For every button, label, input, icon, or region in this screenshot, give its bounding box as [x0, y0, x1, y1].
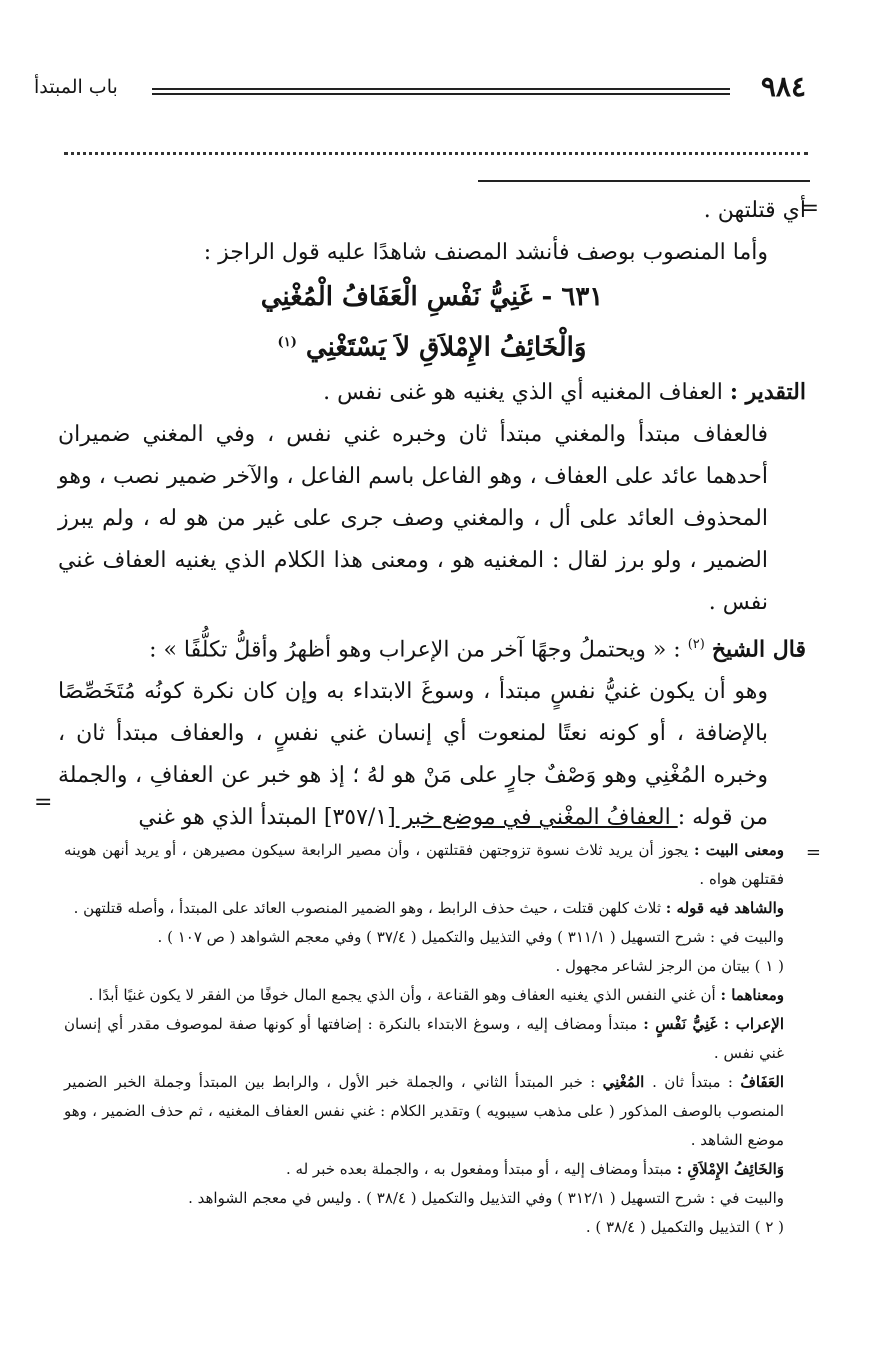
header-double-rule: [152, 88, 730, 95]
footnote-text: : خبر المبتدأ الثاني ، والجملة خبر الأول ، والرابط بين المبتدأ وجملة الخبر الضمير المنصوب بالوصف المذكور ( على مذهب سيبويه ) وتقدير الكلام : غني نفس العفاف المغنيه ، ثم حذف الضمير ، وهو موضع الشاهد .: [64, 1073, 784, 1149]
page-header: [34, 72, 806, 112]
footnote-line: [64, 894, 784, 923]
footnote-label: ومعنى البيت :: [694, 841, 784, 859]
footnote-line: [64, 836, 784, 894]
footnote-label: الإعراب : غَنِيُّ نَفْسٍ :: [643, 1015, 784, 1033]
section-rule: [478, 180, 810, 182]
footnote-line: [64, 981, 784, 1010]
footnote-label: وَالخَائِفُ الإِمْلاَقِ :: [676, 1160, 784, 1178]
text-line: وأما المنصوب بوصف فأنشد المصنف شاهدًا عليه قول الراجز :: [203, 240, 768, 265]
footnote-text: : مبتدأ ثان .: [652, 1073, 741, 1091]
page-number: ٩٨٤: [760, 70, 806, 103]
verse-line-1: ٦٣١ - غَنِيُّ نَفْسِ الْعَفَافُ الْمُغْنِي: [260, 282, 604, 312]
verse-line-2: [58, 320, 806, 371]
footnote-text: ثلاث كلهن قتلت ، حيث حذف الرابط ، وهو الضمير المنصوب العائد على المبتدأ ، وأصله قتلتهن .: [73, 899, 666, 917]
footnote-text: مبتدأ ومضاف إليه ، وسوغ الابتداء بالنكرة : إضافتها أو كونها صفة لموصوف مقدر أي إنسان غني نفس .: [64, 1015, 784, 1062]
verse-text: وَالْخَائِفُ الإِمْلاَقِ لاَ يَسْتَغْنِي: [305, 332, 587, 363]
paragraph: [58, 671, 806, 839]
paragraph-text: وهو أن يكون غنيُّ نفسٍ مبتدأ ، وسوغَ الابتداء به وإن كان نكرة كونُه مُتَخَصِّصًا بالإضافة ، أو كونه نعتًا لمنعوت أي إنسان غني نفسٍ ، والعفاف مبتدأ ثان ، وخبره المُغْنِي وهو وَصْفٌ جارٍ على مَنْ هو لهُ ؛ إذ هو خبر عن العفافِ ، والجملة من قوله :: [58, 678, 768, 830]
footnote-label: المُغْنِي: [602, 1073, 653, 1091]
paragraph-end: [٣٥٧/١] المبتدأ الذي هو غني: [138, 804, 396, 830]
taqdir-label: التقدير :: [729, 378, 806, 405]
main-text: [58, 190, 806, 839]
underlined-text: العفافُ المغْني في موضع خبر: [395, 804, 678, 830]
footnote-2: ( ٢ ) التذييل والتكميل ( ٣٨/٤ ) .: [585, 1218, 784, 1236]
shaykh-label: قال الشيخ: [711, 635, 806, 662]
footnote-text: أن غني النفس الذي يغنيه العفاف وهو القناعة ، وأن الذي يجمع المال خوفًا من الفقر لا يكون غنيًا أبدًا .: [88, 986, 721, 1004]
footnote-label: العَفَافُ: [740, 1073, 784, 1091]
footnote-line: [64, 1010, 784, 1068]
footnote-line: [64, 1068, 784, 1155]
footnote-1: ( ١ ) بيتان من الرجز لشاعر مجهول .: [555, 957, 784, 975]
footnote-line: [64, 1155, 784, 1184]
taqdir-text: العفاف المغنيه أي الذي يغنيه هو غنى نفس .: [323, 379, 730, 405]
running-title: باب المبتدأ: [34, 76, 118, 98]
continuation-mark-bottom: =: [34, 790, 53, 815]
paragraph: فالعفاف مبتدأ والمغني مبتدأ ثان وخبره غني نفس ، وفي المغني ضميران أحدهما عائد على العفاف ، وهو الفاعل باسم الفاعل ، والآخر ضمير نصب ، وهو المحذوف العائد على أل ، والمغني وصف جرى على غير من هو له ، ولم يبرز الضمير ، ولو برز لقال : المغنيه هو ، ومعنى هذا الكلام الذي يغنيه العفاف غني نفس .: [58, 421, 768, 615]
footnote-label: ومعناهما :: [720, 986, 784, 1004]
footnote-text: مبتدأ ومضاف إليه ، أو مبتدأ ومفعول به ، والجملة بعده خبر له .: [286, 1160, 677, 1178]
text-line: أي قتلتهن .: [703, 198, 806, 223]
footnotes: [64, 836, 784, 1242]
footnote-marker: (١): [277, 335, 297, 350]
dotted-separator: [64, 152, 808, 155]
footnote-line: والبيت في : شرح التسهيل ( ٣١١/١ ) وفي التذييل والتكميل ( ٣٧/٤ ) وفي معجم الشواهد ( ص ١٠٧ ) .: [157, 928, 784, 946]
shaykh-line: [58, 624, 806, 671]
continuation-mark-top: =: [800, 196, 819, 221]
footnote-marker: (٢): [687, 636, 705, 652]
shaykh-quote: : « ويحتملُ وجهًا آخر من الإعراب وهو أظهرُ وأقلُّ تكلُّفًا » :: [149, 636, 688, 662]
continuation-mark-footnote: =: [805, 842, 821, 863]
footnote-text: يجوز أن يريد ثلاث نسوة تزوجتهن فقتلتهن ، وأن مصير الرابعة سيكون مصيرهن ، أو يريد أنهن هوينه فقتلهن هواه .: [64, 841, 784, 888]
footnote-line: والبيت في : شرح التسهيل ( ٣١٢/١ ) وفي التذييل والتكميل ( ٣٨/٤ ) . وليس في معجم الشواهد .: [188, 1189, 784, 1207]
footnote-label: والشاهد فيه قوله :: [665, 899, 784, 917]
taqdir-line: [58, 371, 806, 414]
